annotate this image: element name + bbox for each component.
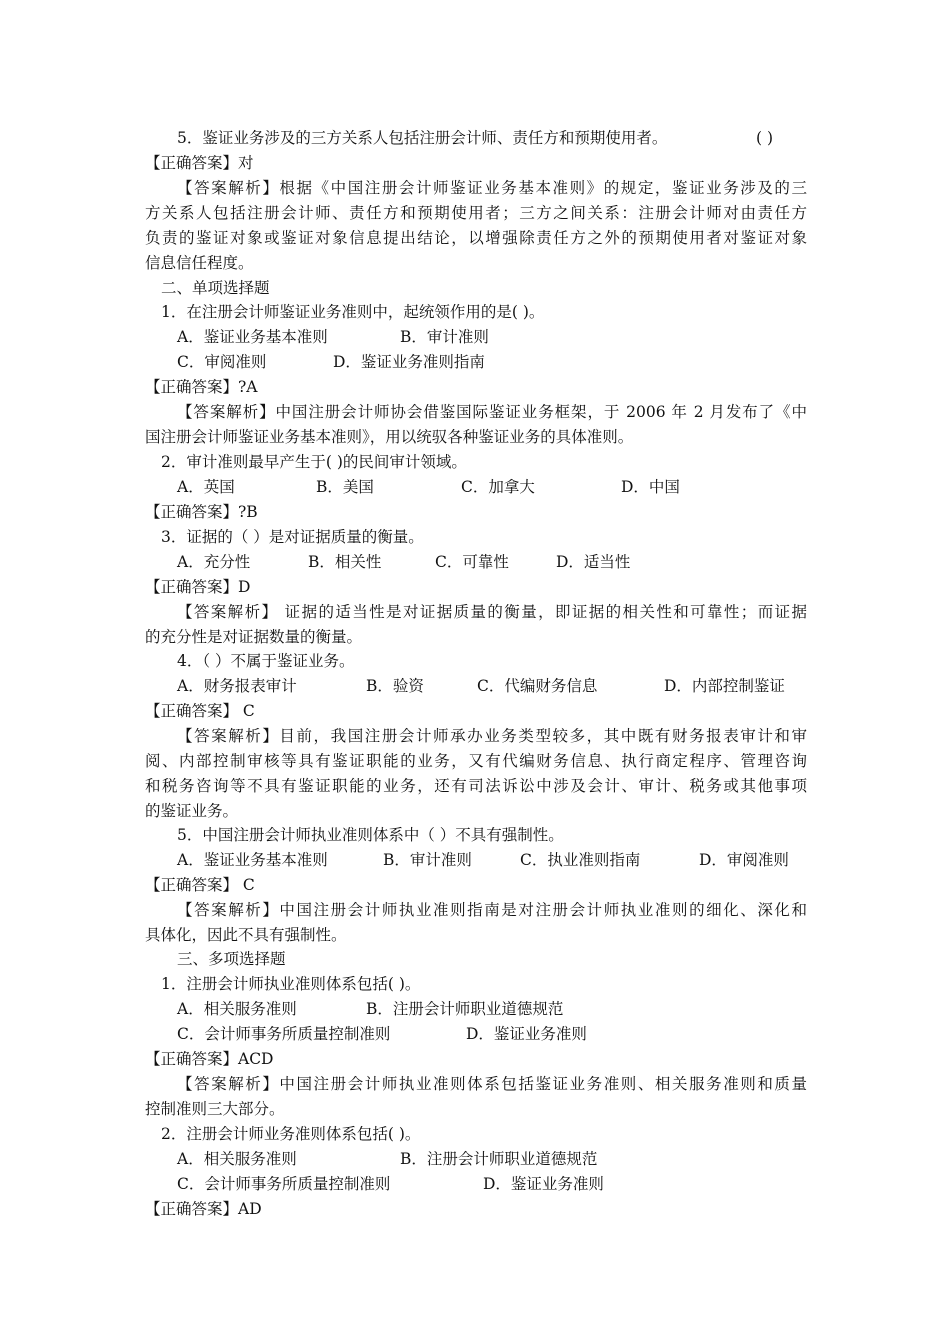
single-q1-option-a: A．鉴证业务基本准则 — [177, 328, 328, 346]
single-q1-answer: 【正确答案】?A — [145, 378, 258, 396]
single-q4-answer: 【正确答案】 C — [145, 702, 255, 720]
judgment-q5-text: 5．鉴证业务涉及的三方关系人包括注册会计师、责任方和预期使用者。 — [177, 129, 668, 147]
single-q3-answer: 【正确答案】D — [145, 578, 251, 596]
multiple-q2-text: 2．注册会计师业务准则体系包括( )。 — [161, 1125, 421, 1143]
judgment-q5-explanation-line: 【答案解析】根据《中国注册会计师鉴证业务基本准则》的规定，鉴证业务涉及的三 — [177, 179, 807, 197]
multiple-q2-option-c: C．会计师事务所质量控制准则 — [177, 1175, 391, 1193]
single-q4-explanation-line: 阅、内部控制审核等具有鉴证职能的业务，又有代编财务信息、执行商定程序、管理咨询 — [145, 752, 807, 770]
single-q3-text: 3．证据的（ ）是对证据质量的衡量。 — [161, 528, 424, 546]
single-q2-text: 2．审计准则最早产生于( )的民间审计领域。 — [161, 453, 467, 471]
multiple-q1-explanation-line: 控制准则三大部分。 — [145, 1100, 285, 1118]
single-q3-explanation-line: 的充分性是对证据数量的衡量。 — [145, 628, 363, 646]
single-q4-option-d: D．内部控制鉴证 — [664, 677, 785, 695]
single-q5-text: 5．中国注册会计师执业准则体系中（ ）不具有强制性。 — [177, 826, 564, 844]
single-q2-option-c: C．加拿大 — [461, 478, 535, 496]
single-q4-explanation-line: 【答案解析】目前，我国注册会计师承办业务类型较多，其中既有财务报表审计和审 — [177, 727, 807, 745]
judgment-q5-explanation-line: 信息信任程度。 — [145, 254, 254, 272]
judgment-q5-answer: 【正确答案】对 — [145, 154, 254, 172]
multiple-q2-answer: 【正确答案】AD — [145, 1200, 262, 1218]
multiple-q1-option-b: B．注册会计师职业道德规范 — [366, 1000, 564, 1018]
multiple-q1-option-d: D．鉴证业务准则 — [466, 1025, 587, 1043]
single-q5-answer: 【正确答案】 C — [145, 876, 255, 894]
single-q4-text: 4．（ ）不属于鉴证业务。 — [177, 652, 355, 670]
single-q5-option-b: B．审计准则 — [383, 851, 472, 869]
multiple-q1-option-a: A．相关服务准则 — [177, 1000, 297, 1018]
section-heading-multiple: 三、多项选择题 — [177, 950, 286, 968]
single-q1-option-c: C．审阅准则 — [177, 353, 267, 371]
single-q2-option-d: D．中国 — [621, 478, 680, 496]
single-q5-explanation-line: 【答案解析】中国注册会计师执业准则指南是对注册会计师执业准则的细化、深化和 — [177, 901, 807, 919]
single-q3-option-b: B．相关性 — [308, 553, 382, 571]
multiple-q1-option-c: C．会计师事务所质量控制准则 — [177, 1025, 391, 1043]
multiple-q2-option-d: D．鉴证业务准则 — [483, 1175, 604, 1193]
judgment-q5-explanation-line: 负责的鉴证对象或鉴证对象信息提出结论，以增强除责任方之外的预期使用者对鉴证对象 — [145, 229, 807, 247]
single-q4-option-c: C．代编财务信息 — [477, 677, 598, 695]
multiple-q1-explanation-line: 【答案解析】中国注册会计师执业准则体系包括鉴证业务准则、相关服务准则和质量 — [177, 1075, 807, 1093]
single-q4-explanation-line: 的鉴证业务。 — [145, 802, 239, 820]
single-q4-option-b: B．验资 — [366, 677, 424, 695]
judgment-q5-bracket: ( ) — [756, 129, 774, 147]
multiple-q2-option-a: A．相关服务准则 — [177, 1150, 297, 1168]
single-q3-option-c: C．可靠性 — [435, 553, 509, 571]
multiple-q1-answer: 【正确答案】ACD — [145, 1050, 274, 1068]
single-q1-explanation-line: 【答案解析】中国注册会计师协会借鉴国际鉴证业务框架，于 2006 年 2 月发布了《中 — [177, 403, 807, 421]
single-q4-explanation-line: 和税务咨询等不具有鉴证职能的业务，还有司法诉讼中涉及会计、审计、税务或其他事项 — [145, 777, 807, 795]
single-q3-option-a: A．充分性 — [177, 553, 251, 571]
single-q1-option-b: B．审计准则 — [400, 328, 489, 346]
judgment-q5-explanation-line: 方关系人包括注册会计师、责任方和预期使用者；三方之间关系：注册会计师对由责任方 — [145, 204, 807, 222]
single-q5-option-d: D．审阅准则 — [699, 851, 789, 869]
multiple-q2-option-b: B．注册会计师职业道德规范 — [400, 1150, 598, 1168]
single-q3-explanation-line: 【答案解析】 证据的适当性是对证据质量的衡量，即证据的相关性和可靠性；而证据 — [177, 603, 807, 621]
section-heading-single: 二、单项选择题 — [161, 279, 270, 297]
single-q2-answer: 【正确答案】?B — [145, 503, 258, 521]
single-q1-explanation-line: 国注册会计师鉴证业务基本准则》，用以统驭各种鉴证业务的具体准则。 — [145, 428, 634, 446]
single-q2-option-a: A．英国 — [177, 478, 235, 496]
single-q5-option-a: A．鉴证业务基本准则 — [177, 851, 328, 869]
single-q2-option-b: B．美国 — [316, 478, 374, 496]
single-q3-option-d: D．适当性 — [556, 553, 631, 571]
single-q4-option-a: A．财务报表审计 — [177, 677, 297, 695]
single-q1-text: 1．在注册会计师鉴证业务准则中，起统领作用的是( )。 — [161, 303, 545, 321]
single-q1-option-d: D．鉴证业务准则指南 — [333, 353, 485, 371]
single-q5-explanation-line: 具体化，因此不具有强制性。 — [145, 926, 347, 944]
single-q5-option-c: C．执业准则指南 — [520, 851, 641, 869]
multiple-q1-text: 1．注册会计师执业准则体系包括( )。 — [161, 975, 421, 993]
